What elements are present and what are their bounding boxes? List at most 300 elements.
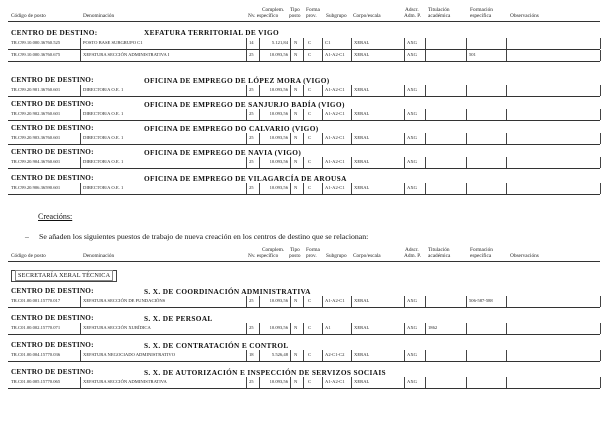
row-adscr: AXG (407, 159, 417, 164)
top-header-tipo: Tipo (290, 7, 300, 13)
cell-divider (80, 50, 81, 61)
cell-divider (351, 296, 352, 307)
row-corpo: XERAL (354, 135, 370, 140)
top-header-denominacion: Denominación (83, 13, 115, 19)
cell-divider (351, 85, 352, 96)
cell-divider (425, 109, 426, 120)
bottom-header-adscr: Adscr. (405, 247, 419, 253)
bottom-header-denominacion: Denominación (83, 253, 115, 259)
cell-divider (600, 350, 601, 361)
row-nivel: 25 (249, 52, 254, 57)
cell-divider (290, 350, 291, 361)
row-corpo: XERAL (354, 352, 370, 357)
cell-divider (351, 50, 352, 61)
cell-divider (466, 50, 467, 61)
row-subgrupo: A1-A2-C1 (325, 135, 345, 140)
row-nivel: 25 (249, 298, 254, 303)
row-forma: C (308, 298, 312, 303)
cell-divider (259, 296, 260, 307)
row-adscr: AXG (407, 325, 417, 330)
cell-divider (80, 350, 81, 361)
row-rule (8, 388, 600, 389)
row-nivel: 25 (249, 325, 254, 330)
row-codigo: TR.C99.10.000.36760.675 (11, 52, 61, 57)
cell-divider (506, 323, 507, 334)
cell-divider (506, 109, 507, 120)
cell-divider (259, 133, 260, 144)
cell-divider (303, 323, 304, 334)
row-denominacion: XEFATURA NEGOCIADO ADMINISTRATIVO (83, 352, 176, 357)
centro-destino-title: S. X. DE CONTRATACIÓN E CONTROL (144, 341, 289, 350)
row-denominacion: POSTO BASE SUBGRUPO C1 (83, 40, 143, 45)
row-tipo: N (294, 87, 298, 92)
row-complemento: 10.093,56 (269, 111, 288, 116)
row-titulacion: 1862 (428, 325, 438, 330)
row-corpo: XERAL (354, 40, 370, 45)
cell-divider (425, 38, 426, 49)
cell-divider (466, 350, 467, 361)
cell-divider (80, 157, 81, 168)
cell-divider (322, 183, 323, 194)
row-subgrupo: A1-A2-C1 (325, 298, 345, 303)
cell-divider (303, 183, 304, 194)
cell-divider (246, 157, 247, 168)
cell-divider (351, 183, 352, 194)
row-subgrupo: A1 (325, 325, 331, 330)
row-forma: C (308, 379, 312, 384)
row-codigo: TR.C99.20.906.36590.601 (11, 185, 61, 190)
cell-divider (322, 377, 323, 388)
row-complemento: 10.093,56 (269, 325, 288, 330)
creaciones-heading: Creacións: (38, 212, 73, 221)
centro-destino-title: S. X. DE PERSOAL (144, 314, 213, 323)
cell-divider (404, 296, 405, 307)
cell-divider (351, 350, 352, 361)
centro-destino-label: CENTRO DE DESTINO: (11, 76, 94, 84)
row-forma: C (308, 52, 312, 57)
bottom-header-forma: Forma (306, 247, 320, 253)
row-nivel: 25 (249, 87, 254, 92)
cell-divider (322, 296, 323, 307)
top-header-adscr: Adscr. (405, 7, 419, 13)
row-denominacion: XEFATURA SECCIÓN DE FUNDACIÓNS (83, 298, 166, 303)
row-corpo: XERAL (354, 52, 370, 57)
row-forma: C (308, 111, 312, 116)
cell-divider (322, 109, 323, 120)
cell-divider (322, 350, 323, 361)
top-header-adm-p: Adm. P. (404, 13, 421, 19)
cell-divider (600, 85, 601, 96)
row-corpo: XERAL (354, 111, 370, 116)
centro-destino-label: CENTRO DE DESTINO: (11, 124, 94, 132)
cell-divider (425, 323, 426, 334)
row-codigo: TR.C99.20.903.36760.601 (11, 135, 61, 140)
cell-divider (246, 109, 247, 120)
cell-divider (600, 377, 601, 388)
top-header-complem: Complem. (262, 7, 285, 13)
cell-divider (246, 38, 247, 49)
row-nivel: 25 (249, 379, 254, 384)
row-complemento: 10.093,56 (269, 379, 288, 384)
row-forma: C (308, 135, 312, 140)
cell-divider (290, 323, 291, 334)
cell-divider (303, 377, 304, 388)
row-complemento: 10.093,56 (269, 185, 288, 190)
cell-divider (80, 183, 81, 194)
cell-divider (303, 350, 304, 361)
cell-divider (322, 323, 323, 334)
cell-divider (404, 323, 405, 334)
cell-divider (600, 109, 601, 120)
cell-divider (404, 157, 405, 168)
row-tipo: N (294, 352, 298, 357)
centro-destino-label: CENTRO DE DESTINO: (11, 28, 98, 37)
bottom-header-observacions: Observacións (510, 253, 539, 259)
cell-divider (290, 133, 291, 144)
cell-divider (600, 323, 601, 334)
cell-divider (290, 296, 291, 307)
row-formacion: 506-587-588 (469, 298, 493, 303)
row-rule (8, 144, 600, 145)
row-complemento: 10.093,56 (269, 52, 288, 57)
row-rule (8, 334, 600, 335)
cell-divider (80, 38, 81, 49)
cell-divider (600, 157, 601, 168)
row-subgrupo: A1-A2-C1 (325, 111, 345, 116)
row-nivel: 25 (249, 185, 254, 190)
bottom-header-corpo: Corpo/escala (353, 253, 381, 259)
centro-destino-title: OFICINA DE EMPREGO DE SANJURJO BADÍA (VIGO) (144, 100, 345, 109)
cell-divider (303, 109, 304, 120)
cell-divider (259, 377, 260, 388)
row-complemento: 10.093,56 (269, 159, 288, 164)
centro-destino-title: S. X. DE AUTORIZACIÓN E INSPECCIÓN DE SERVIZOS SOCIAIS (144, 368, 386, 377)
cell-divider (290, 50, 291, 61)
cell-divider (322, 38, 323, 49)
row-adscr: AXG (407, 135, 417, 140)
row-denominacion: DIRECTOR/A O.E. 1 (83, 135, 124, 140)
cell-divider (466, 323, 467, 334)
row-adscr: AXG (407, 185, 417, 190)
cell-divider (290, 157, 291, 168)
row-rule (8, 49, 600, 50)
cell-divider (425, 296, 426, 307)
cell-divider (246, 350, 247, 361)
cell-divider (290, 183, 291, 194)
row-nivel: 14 (249, 40, 254, 45)
cell-divider (466, 133, 467, 144)
row-denominacion: XEFATURA SECCIÓN ADMINISTRATIVA I (83, 52, 170, 57)
row-forma: C (308, 159, 312, 164)
row-corpo: XERAL (354, 159, 370, 164)
bottom-header-prov: prov. (306, 253, 317, 259)
row-rule (8, 361, 600, 362)
bottom-header-adm-p: Adm. P. (404, 253, 421, 259)
cell-divider (425, 157, 426, 168)
row-corpo: XERAL (354, 87, 370, 92)
row-tipo: N (294, 52, 298, 57)
row-corpo: XERAL (354, 298, 370, 303)
top-header-posto: posto (289, 13, 301, 19)
top-header-rule (8, 21, 600, 22)
bottom-header-academica: académica (428, 253, 451, 259)
cell-divider (322, 50, 323, 61)
row-tipo: N (294, 185, 298, 190)
centro-destino-label: CENTRO DE DESTINO: (11, 174, 94, 182)
row-tipo: N (294, 379, 298, 384)
row-adscr: AXG (407, 379, 417, 384)
cell-divider (466, 38, 467, 49)
row-denominacion: DIRECTOR/A O.E. 1 (83, 159, 124, 164)
cell-divider (425, 50, 426, 61)
cell-divider (259, 85, 260, 96)
row-adscr: AXG (407, 352, 417, 357)
row-tipo: N (294, 135, 298, 140)
cell-divider (290, 109, 291, 120)
cell-divider (600, 296, 601, 307)
row-tipo: N (294, 111, 298, 116)
bottom-header-titulacion: Titulación (428, 247, 450, 253)
bottom-header-codigo: Código de posto (11, 253, 46, 259)
cell-divider (80, 323, 81, 334)
row-codigo: TR.C99.20.904.36760.601 (11, 159, 61, 164)
top-header-nv-especifico: Nv. específico (248, 13, 279, 19)
cell-divider (246, 377, 247, 388)
centro-destino-label: CENTRO DE DESTINO: (11, 148, 94, 156)
cell-divider (303, 133, 304, 144)
cell-divider (80, 377, 81, 388)
row-adscr: AXG (407, 87, 417, 92)
row-subgrupo: A1-A2-C1 (325, 52, 345, 57)
top-header-titulacion: Titulación (428, 7, 450, 13)
row-subgrupo: A1-A2-C1 (325, 87, 345, 92)
cell-divider (290, 377, 291, 388)
row-rule (8, 61, 600, 62)
cell-divider (246, 323, 247, 334)
cell-divider (506, 133, 507, 144)
row-rule (8, 120, 600, 121)
cell-divider (425, 350, 426, 361)
cell-divider (425, 85, 426, 96)
bottom-header-subgrupo: Subgrupo (326, 253, 347, 259)
bottom-header-tipo: Tipo (290, 247, 300, 253)
row-nivel: 25 (249, 111, 254, 116)
cell-divider (425, 183, 426, 194)
centro-destino-label: CENTRO DE DESTINO: (11, 341, 94, 349)
top-header-corpo: Corpo/escala (353, 13, 381, 19)
row-denominacion: DIRECTOR/A O.E. 1 (83, 185, 124, 190)
row-nivel: 25 (249, 135, 254, 140)
row-codigo: TR.C99.10.000.36760.525 (11, 40, 61, 45)
centro-destino-title: S. X. DE COORDINACIÓN ADMINISTRATIVA (144, 287, 311, 296)
row-subgrupo: A1-A2-C1 (325, 185, 345, 190)
centro-destino-title: XEFATURA TERRITORIAL DE VIGO (144, 28, 280, 37)
cell-divider (506, 377, 507, 388)
centro-destino-label: CENTRO DE DESTINO: (11, 100, 94, 108)
row-corpo: XERAL (354, 379, 370, 384)
row-adscr: AXG (407, 111, 417, 116)
cell-divider (303, 157, 304, 168)
top-header-forma: Forma (306, 7, 320, 13)
creaciones-bullet: – (25, 232, 29, 241)
row-subgrupo: A1-A2-C1 (325, 159, 345, 164)
cell-divider (80, 133, 81, 144)
cell-divider (322, 85, 323, 96)
cell-divider (425, 377, 426, 388)
bottom-header-rule (8, 261, 600, 262)
cell-divider (425, 133, 426, 144)
cell-divider (506, 157, 507, 168)
row-denominacion: DIRECTOR/A O.E. 1 (83, 87, 124, 92)
cell-divider (246, 183, 247, 194)
row-adscr: AXG (407, 40, 417, 45)
row-complemento: 5.526,48 (271, 352, 288, 357)
secretaria-xeral-label-box (11, 270, 117, 282)
cell-divider (404, 109, 405, 120)
cell-divider (600, 183, 601, 194)
top-header-formacion: Formación (470, 7, 493, 13)
cell-divider (404, 350, 405, 361)
cell-divider (506, 38, 507, 49)
row-nivel: 25 (249, 159, 254, 164)
cell-divider (351, 109, 352, 120)
cell-divider (351, 133, 352, 144)
row-rule (8, 96, 600, 97)
row-adscr: AXG (407, 298, 417, 303)
row-codigo: TR.C99.20.901.36760.601 (11, 87, 61, 92)
top-header-codigo: Código de posto (11, 13, 46, 19)
row-tipo: N (294, 298, 298, 303)
row-subgrupo: C1 (325, 40, 331, 45)
cell-divider (506, 296, 507, 307)
top-header-subgrupo: Subgrupo (326, 13, 347, 19)
row-denominacion: XEFATURA SECCIÓN XURÍDICA (83, 325, 151, 330)
centro-destino-label: CENTRO DE DESTINO: (11, 368, 94, 376)
top-header-observacions: Observacións (510, 13, 539, 19)
row-complemento: 5.121,84 (271, 40, 288, 45)
cell-divider (259, 50, 260, 61)
cell-divider (259, 157, 260, 168)
row-tipo: N (294, 40, 298, 45)
row-tipo: N (294, 325, 298, 330)
bottom-header-nv-especifico: Nv. específico (248, 253, 279, 259)
row-subgrupo: A1-A2-C1 (325, 379, 345, 384)
creaciones-paragraph: Se añaden los siguientes puestos de trabajo de nueva creación en los centros de destino que se relacionan: (39, 232, 369, 241)
row-denominacion: DIRECTOR/A O.E. 1 (83, 111, 124, 116)
row-denominacion: XEFATURA SECCIÓN ADMINISTRATIVA (83, 379, 167, 384)
row-rule (8, 307, 600, 308)
row-forma: C (308, 40, 312, 45)
cell-divider (246, 133, 247, 144)
cell-divider (600, 50, 601, 61)
row-forma: C (308, 185, 312, 190)
centro-destino-title: OFICINA DE EMPREGO DE VILAGARCÍA DE AROUSA (144, 174, 347, 183)
cell-divider (246, 296, 247, 307)
cell-divider (506, 50, 507, 61)
cell-divider (466, 296, 467, 307)
cell-divider (466, 85, 467, 96)
row-complemento: 10.093,56 (269, 87, 288, 92)
cell-divider (506, 183, 507, 194)
cell-divider (506, 350, 507, 361)
cell-divider (322, 133, 323, 144)
top-header-academica: académica (428, 13, 451, 19)
cell-divider (404, 183, 405, 194)
cell-divider (80, 85, 81, 96)
row-codigo: TR.C01.00.002.15770.071 (11, 325, 61, 330)
centro-destino-title: OFICINA DE EMPREGO DO CALVARIO (VIGO) (144, 124, 319, 133)
cell-divider (290, 85, 291, 96)
cell-divider (259, 109, 260, 120)
centro-destino-title: OFICINA DE EMPREGO DE NAVIA (VIGO) (144, 148, 302, 157)
row-corpo: XERAL (354, 185, 370, 190)
row-complemento: 10.093,56 (269, 135, 288, 140)
cell-divider (351, 157, 352, 168)
cell-divider (303, 50, 304, 61)
cell-divider (259, 350, 260, 361)
row-tipo: N (294, 159, 298, 164)
row-codigo: TR.C99.20.902.36760.601 (11, 111, 61, 116)
cell-divider (80, 109, 81, 120)
cell-divider (303, 38, 304, 49)
centro-destino-label: CENTRO DE DESTINO: (11, 314, 94, 322)
cell-divider (506, 85, 507, 96)
cell-divider (351, 38, 352, 49)
bottom-header-complem: Complem. (262, 247, 285, 253)
cell-divider (290, 38, 291, 49)
row-corpo: XERAL (354, 325, 370, 330)
cell-divider (322, 157, 323, 168)
top-header-prov: prov. (306, 13, 317, 19)
cell-divider (404, 377, 405, 388)
cell-divider (351, 377, 352, 388)
bottom-header-formacion: Formación (470, 247, 493, 253)
cell-divider (466, 183, 467, 194)
cell-divider (246, 50, 247, 61)
row-nivel: 18 (249, 352, 254, 357)
cell-divider (600, 133, 601, 144)
row-rule (8, 168, 600, 169)
row-forma: C (308, 352, 312, 357)
bottom-header-posto: posto (289, 253, 301, 259)
row-formacion: 501 (469, 52, 476, 57)
row-adscr: AXG (407, 52, 417, 57)
row-complemento: 10.093,56 (269, 298, 288, 303)
cell-divider (404, 38, 405, 49)
cell-divider (466, 109, 467, 120)
row-codigo: TR.C01.00.001.15770.017 (11, 298, 61, 303)
row-forma: C (308, 87, 312, 92)
bottom-header-especifica: específica (470, 253, 492, 259)
cell-divider (404, 50, 405, 61)
top-header-especifica: específica (470, 13, 492, 19)
cell-divider (466, 377, 467, 388)
cell-divider (404, 85, 405, 96)
cell-divider (303, 296, 304, 307)
row-codigo: TR.C01.00.005.15770.065 (11, 379, 61, 384)
row-codigo: TR.C01.00.004.15770.036 (11, 352, 61, 357)
secretaria-xeral-label: SECRETARÍA XERAL TÉCNICA (15, 270, 113, 281)
cell-divider (303, 85, 304, 96)
row-forma: C (308, 325, 312, 330)
cell-divider (259, 183, 260, 194)
cell-divider (466, 157, 467, 168)
cell-divider (404, 133, 405, 144)
cell-divider (246, 85, 247, 96)
cell-divider (351, 323, 352, 334)
centro-destino-label: CENTRO DE DESTINO: (11, 287, 94, 295)
cell-divider (80, 296, 81, 307)
